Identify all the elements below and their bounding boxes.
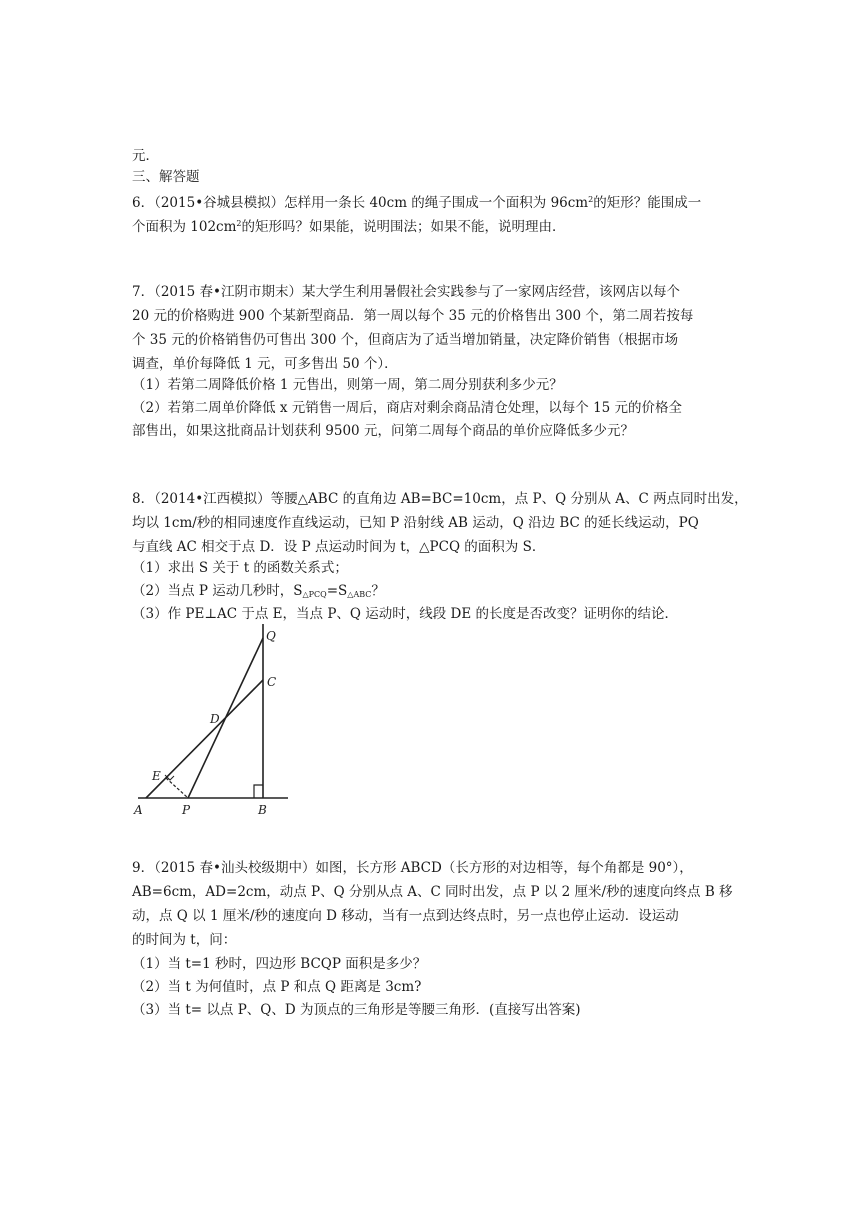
label-p: P xyxy=(182,803,191,817)
question-7-line: 20 元的价格购进 900 个某新型商品．第一周以每个 35 元的价格售出 300 个，第二周若按每 xyxy=(132,308,694,324)
label-a: A xyxy=(134,803,143,817)
right-angle-mark-b xyxy=(254,785,263,798)
question-9-part: （2）当 t 为何值时，点 P 和点 Q 距离是 3cm? xyxy=(132,979,422,995)
text-line: 元． xyxy=(132,148,159,164)
question-7-part: 部售出，如果这批商品计划获利 9500 元，问第二周每个商品的单价应降低多少元？ xyxy=(132,423,634,439)
question-9-line: 9．（2015 春•汕头校级期中）如图，长方形 ABCD（长方形的对边相等，每个角都是 90°）， xyxy=(132,860,693,876)
question-7-part: （2）若第二周单价降低 x 元销售一周后，商店对剩余商品清仓处理，以每个 15 元的价格全 xyxy=(132,400,683,416)
line-pq xyxy=(188,638,263,798)
question-6-line: 6．（2015•谷城县模拟）怎样用一条长 40cm 的绳子围成一个面积为 $96cm^2$的矩形？能围成一 xyxy=(132,195,702,211)
label-e: E xyxy=(152,769,161,783)
line-ac xyxy=(146,680,263,798)
question-8-line: 与直线 AC 相交于点 D．设 P 点运动时间为 t，△PCQ 的面积为 S． xyxy=(132,539,546,555)
question-9-line: AB=6cm，AD=2cm，动点 P、Q 分别从点 A、C 同时出发，点 P 以 2 厘米/秒的速度向终点 B 移 xyxy=(132,884,733,900)
geometry-figure xyxy=(128,620,308,820)
question-9-line: 的时间为 t，问： xyxy=(132,932,237,948)
label-q: Q xyxy=(266,629,276,643)
question-9-line: 动，点 Q 以 1 厘米/秒的速度向 D 移动，当有一点到达终点时，另一点也停止运动．设运动 xyxy=(132,908,679,924)
question-8-line: 8．（2014•江西模拟）等腰△ABC 的直角边 AB=BC=10cm，点 P、Q 分别从 A、C 两点同时出发， xyxy=(132,491,748,507)
section-heading: 三、解答题 xyxy=(132,169,200,185)
label-c: C xyxy=(267,675,277,689)
question-9-part: （3）当 t= 以点 P、Q、D 为顶点的三角形是等腰三角形．(直接写出答案) xyxy=(132,1002,581,1018)
question-8-line: 均以 1cm/秒的相同速度作直线运动，已知 P 沿射线 AB 运动，Q 沿边 BC 的延长线运动，PQ xyxy=(132,515,699,531)
question-8-part: （1）求出 S 关于 t 的函数关系式； xyxy=(132,560,348,576)
line-pe xyxy=(166,778,188,798)
question-7-line: 7．（2015 春•江阴市期末）某大学生利用暑假社会实践参与了一家网店经营，该网店以每个 xyxy=(132,284,680,300)
question-6-line: 个面积为 $102cm^2$的矩形吗？如果能，说明围法；如果不能，说明理由． xyxy=(132,219,566,235)
question-8-part: （3）作 PE⊥AC 于点 E，当点 P、Q 运动时，线段 DE 的长度是否改变？证明你的结论． xyxy=(132,606,679,622)
label-d: D xyxy=(210,712,220,726)
question-7-line: 个 35 元的价格销售仍可售出 300 个，但商店为了适当增加销量，决定降价销售（根据市场 xyxy=(132,332,679,348)
label-b: B xyxy=(258,803,267,817)
question-8-part: （2）当点 P 运动几秒时，$S_{\triangle PCQ}=S_{\triangle ABC}$？ xyxy=(132,583,385,599)
question-9-part: （1）当 t=1 秒时，四边形 BCQP 面积是多少？ xyxy=(132,956,427,972)
question-7-line: 调查，单价每降低 1 元，可多售出 50 个）． xyxy=(132,356,398,372)
question-7-part: （1）若第二周降低价格 1 元售出，则第一周，第二周分别获利多少元？ xyxy=(132,377,563,393)
